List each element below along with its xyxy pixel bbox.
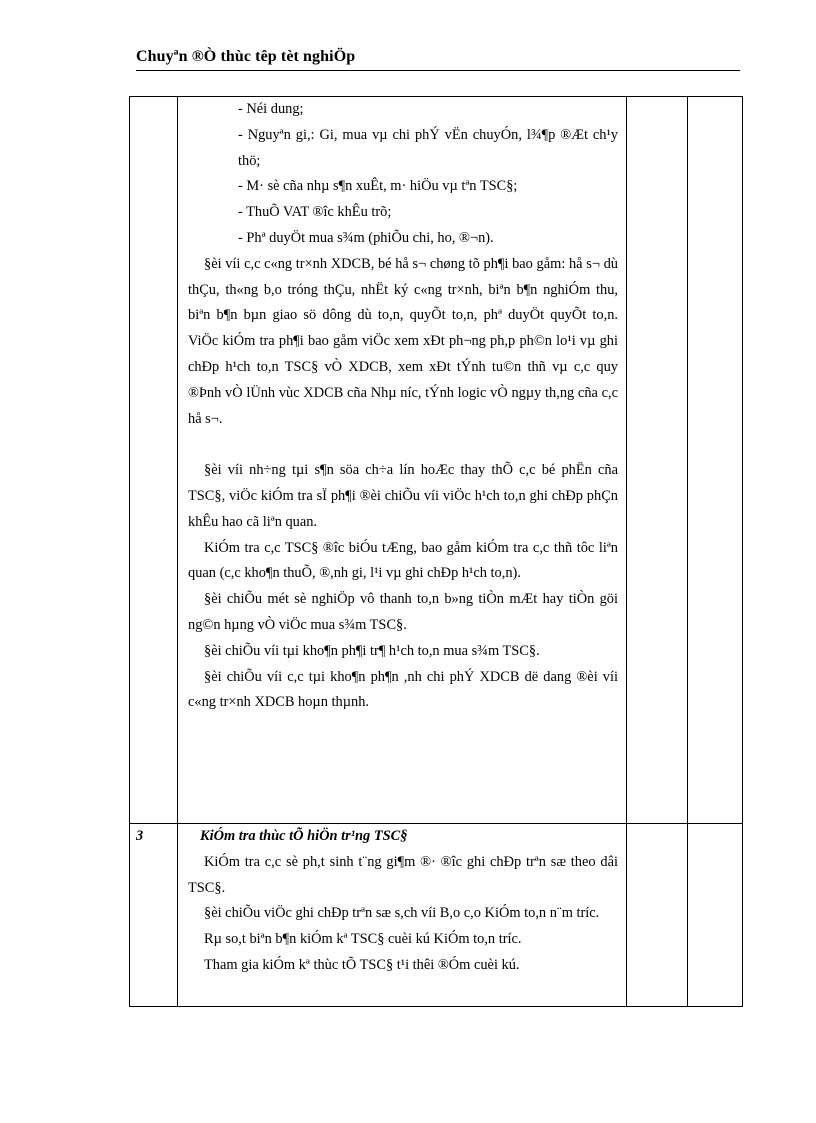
paragraph: KiÓm tra c,c TSC§ ®îc biÓu tÆng, bao gåm kiÓm tra c,c thñ tôc liªn quan (c,c kho¶n thuÕ, ®,nh gi, l¹i vµ ghi chÐp h¹ch to,n). (188, 539, 618, 582)
result-cell (627, 824, 688, 1007)
list-item: - Néi dung; (238, 101, 304, 117)
spacer (188, 432, 618, 458)
paragraph: Tham gia kiÓm kª thùc tÕ TSC§ t¹i thêi ®Óm cuèi kú. (204, 956, 520, 973)
paragraph: §èi chiÕu víi tµi kho¶n ph¶i tr¶ h¹ch to,n mua s¾m TSC§. (204, 642, 540, 659)
audit-procedure-table (129, 96, 743, 1007)
table-row (130, 824, 743, 1007)
reference-cell (688, 824, 743, 1007)
row-number: 3 (136, 828, 144, 844)
section-title: KiÓm tra thùc tÕ hiÖn tr¹ng TSC§ (200, 828, 408, 844)
paragraph: §èi víi nh÷ng tµi s¶n söa ch÷a lín hoÆc thay thÕ c,c bé phËn cña TSC§, viÖc kiÓm tra sÏ ph¶i ®èi chiÕu víi viÖc h¹ch to,n ghi chÐp phÇn khÊu hao cã liªn quan. (188, 462, 618, 530)
procedure-cell (178, 824, 627, 1007)
paragraph: KiÓm tra c,c sè ph,t sinh t¨ng gi¶m ®· ®îc ghi chÐp trªn sæ theo dâi TSC§. (188, 853, 618, 896)
reference-cell (688, 97, 743, 824)
result-cell (627, 97, 688, 824)
paragraph: §èi chiÕu viÖc ghi chÐp trªn sæ s,ch víi B,o c,o KiÓm to,n n¨m tríc. (204, 905, 600, 922)
list-item: - Nguyªn gi,: Gi, mua vµ chi phÝ vËn chuyÓn, l¾¶p ®Æt ch¹y thö; (238, 126, 618, 169)
paragraph: Rµ so,t biªn b¶n kiÓm kª TSC§ cuèi kú KiÓm to,n tríc. (204, 931, 522, 948)
row-number-cell (130, 97, 178, 824)
table-row (130, 97, 743, 824)
header-title: Chuyªn ®Ò thùc têp tèt nghiÖp (136, 48, 356, 65)
procedure-cell (178, 97, 627, 824)
list-item: - Phª duyÖt mua s¾m (phiÕu chi, ho, ®¬n). (238, 229, 494, 246)
row-number-cell (130, 824, 178, 1007)
paragraph: §èi chiÕu víi c,c tµi kho¶n ph¶n ,nh chi phÝ XDCB dë dang ®èi víi c«ng tr×nh XDCB hoµn thµnh. (188, 668, 618, 711)
paragraph: §èi víi c,c c«ng tr×nh XDCB, bé hå s¬ chøng tõ ph¶i bao gåm: hå s¬ dù thÇu, th«ng b,o tróng thÇu, nhËt ký c«ng tr×nh, biªn b¶n nghiÓm thu, biªn b¶n bµn giao sö dông dù to,n, quyÕt to,n, phª duyÖt quyÕt to,n. ViÖc kiÓm tra ph¶i bao gåm viÖc xem xÐt ph¬ng ph,p ph©n lo¹i vµ ghi chÐp h¹ch to,n TSC§ vÒ XDCB, xem xÐt tÝnh tu©n thñ vµ c,c quy ®Þnh vÒ lÜnh vùc XDCB cña Nhµ níc, tÝnh logic vÒ ngµy th,ng cña c,c hå s¬. (188, 255, 618, 427)
page-header (136, 48, 740, 72)
header-rule (136, 70, 740, 71)
paragraph: §èi chiÕu mét sè nghiÖp vô thanh to,n b»ng tiÒn mÆt hay tiÒn göi ng©n hµng vÒ viÖc mua s¾m TSC§. (188, 591, 618, 633)
list-item: - M· sè cña nhµ s¶n xuÊt, m· hiÖu vµ tªn TSC§; (238, 178, 518, 195)
list-item: - ThuÕ VAT ®îc khÊu trõ; (238, 204, 392, 221)
